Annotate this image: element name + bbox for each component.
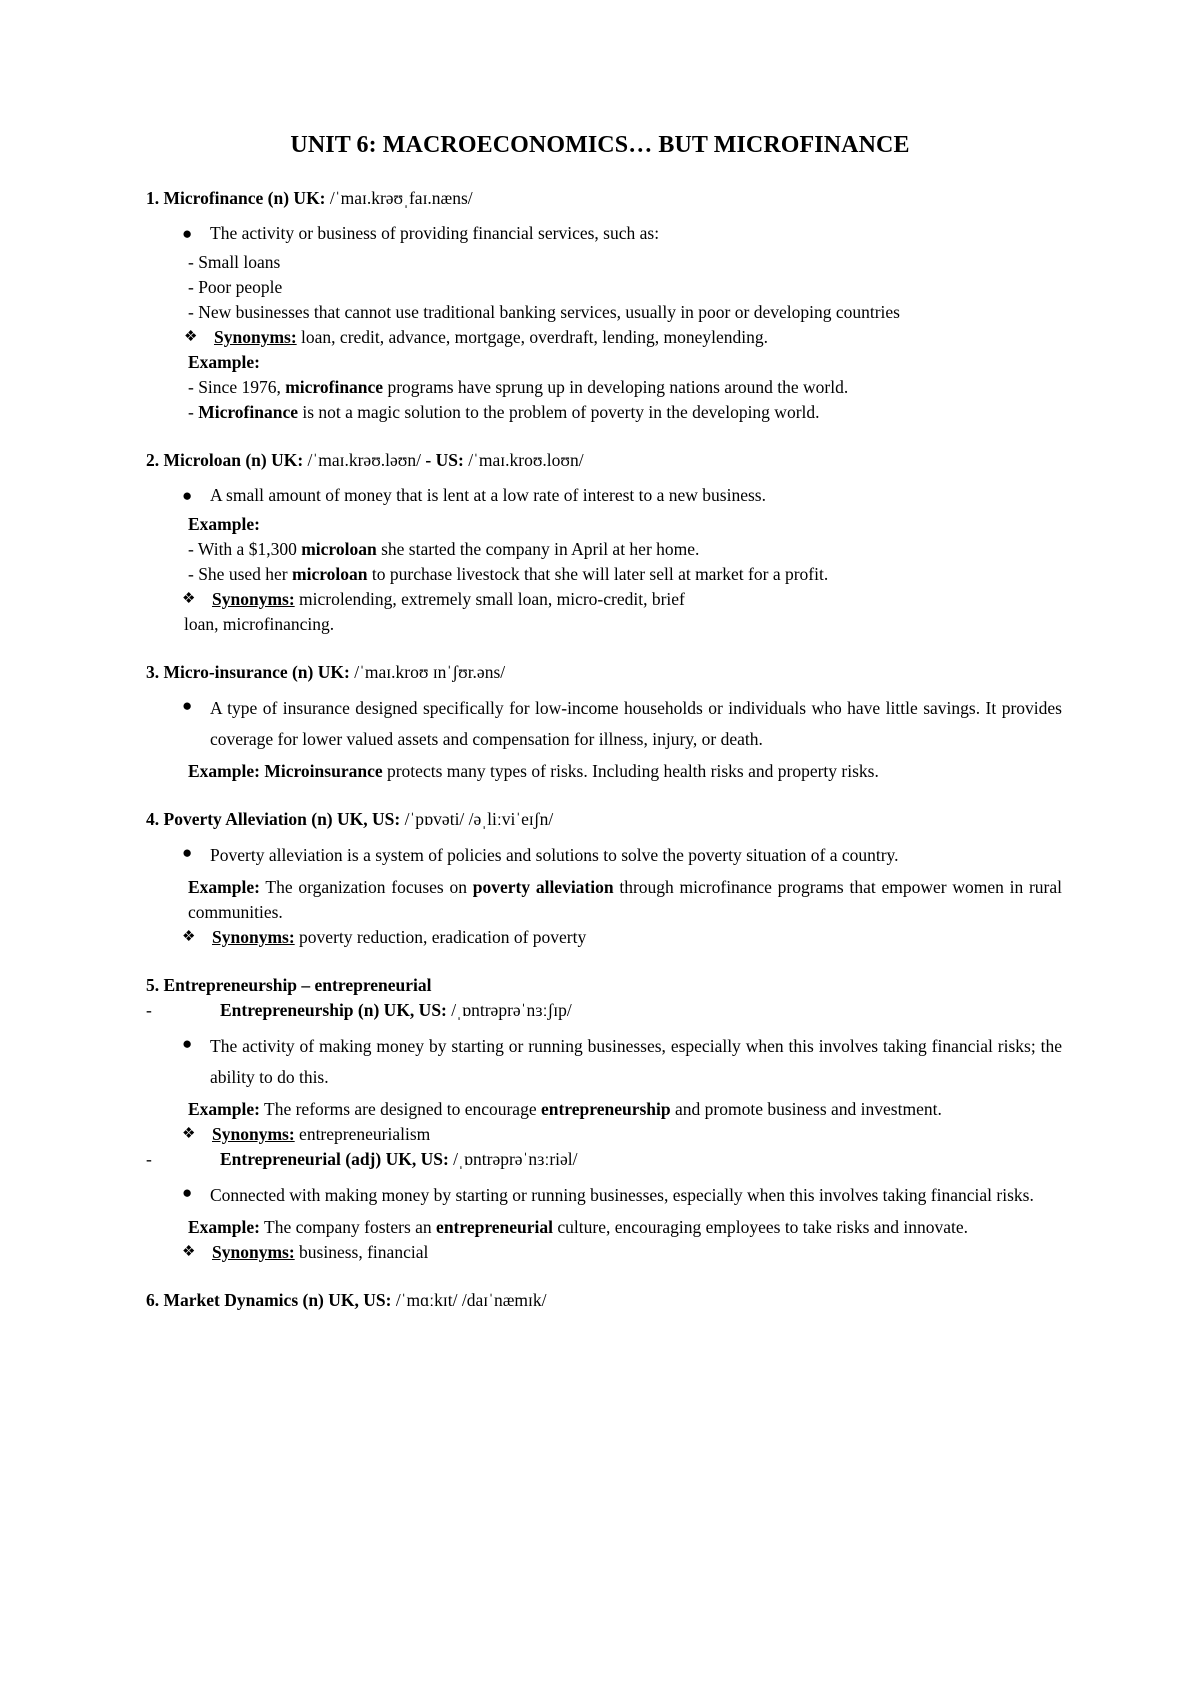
diamond-bullet-icon: ❖ (182, 591, 196, 607)
example-sentence: - Since 1976, microfinance programs have sprung up in developing nations around the world. (188, 377, 849, 397)
bullet-icon: ● (182, 486, 193, 505)
diamond-bullet-icon: ❖ (184, 329, 198, 345)
pronunciation: /ˈmaɪ.krəʊ.ləʊn/ (307, 450, 422, 470)
entry-heading: 3. Micro-insurance (n) UK: /ˈmaɪ.kroʊ ɪnˈʃʊr.əns/ (146, 662, 506, 682)
entry-market-dynamics (146, 1288, 1062, 1313)
bullet-icon: ● (182, 1034, 193, 1053)
entry-heading: 2. Microloan (n) UK: /ˈmaɪ.krəʊ.ləʊn/ - US: /ˈmaɪ.kroʊ.loʊn/ (146, 450, 584, 470)
example-sentence: - Microfinance is not a magic solution to the problem of poverty in the developing world. (188, 402, 820, 422)
entry-micro-insurance (146, 660, 1062, 784)
list-item: - Small loans (188, 252, 281, 272)
entry-microfinance (146, 186, 1062, 425)
definition: ● Connected with making money by starting or running businesses, especially when this involves taking financial risks. (146, 1180, 1062, 1211)
definition: ● The activity or business of providing financial services, such as: (146, 221, 1062, 246)
pronunciation: /ˈmaɪ.kroʊ ɪnˈʃʊr.əns/ (354, 662, 506, 682)
example-sentence: Example: The company fosters an entrepreneurial culture, encouraging employees to take risks and innovate. (188, 1217, 969, 1237)
synonyms: ❖ Synonyms: entrepreneurialism (146, 1122, 1062, 1147)
diamond-bullet-icon: ❖ (182, 1126, 196, 1142)
definition: ● The activity of making money by starting or running businesses, especially when this involves taking financial risks; the ability to do this. (146, 1031, 1062, 1093)
example-label: Example: (188, 352, 260, 372)
entry-entrepreneurship (146, 973, 1062, 1265)
entry-heading: 1. Microfinance (n) UK: /ˈmaɪ.krəʊˌfaɪ.næns/ (146, 188, 473, 208)
bullet-icon: ● (182, 696, 193, 715)
example-sentence: Example: The organization focuses on poverty alleviation through microfinance programs that empower women in rural communities. (188, 877, 1062, 922)
synonyms: ❖ Synonyms: business, financial (146, 1240, 1062, 1265)
pronunciation: /ˈpɒvəti/ /əˌliːviˈeɪʃn/ (404, 809, 554, 829)
sub-entry-heading: - Entrepreneurial (adj) UK, US: /ˌɒntrəprəˈnɜːriəl/ (146, 1149, 578, 1169)
bullet-icon: ● (182, 1183, 193, 1202)
example-sentence: - She used her microloan to purchase livestock that she will later sell at market for a profit. (188, 564, 829, 584)
entry-heading: 5. Entrepreneurship – entrepreneurial (146, 975, 432, 995)
sub-entry-heading: - Entrepreneurship (n) UK, US: /ˌɒntrəprəˈnɜːʃɪp/ (146, 1000, 572, 1020)
document-body (146, 186, 1062, 1336)
diamond-bullet-icon: ❖ (182, 1244, 196, 1260)
bullet-icon: ● (182, 843, 193, 862)
synonyms: ❖ Synonyms: loan, credit, advance, mortgage, overdraft, lending, moneylending. (146, 325, 1062, 350)
entry-poverty-alleviation (146, 807, 1062, 950)
example-sentence: - With a $1,300 microloan she started the company in April at her home. (188, 539, 700, 559)
definition: ● Poverty alleviation is a system of policies and solutions to solve the poverty situation of a country. (146, 840, 1062, 871)
pronunciation: /ˈmɑːkɪt/ /daɪˈnæmɪk/ (395, 1290, 547, 1310)
pronunciation: /ˌɒntrəprəˈnɜːʃɪp/ (451, 1000, 572, 1020)
diamond-bullet-icon: ❖ (182, 929, 196, 945)
definition: ● A type of insurance designed specifically for low-income households or individuals who have little savings. It provides coverage for lower valued assets and compensation for illness, injury, or death. (146, 693, 1062, 755)
definition: ● A small amount of money that is lent at a low rate of interest to a new business. (146, 483, 1062, 508)
bullet-icon: ● (182, 224, 193, 243)
list-item: - New businesses that cannot use traditional banking services, usually in poor or developing countries (188, 302, 900, 322)
example-sentence: Example: Microinsurance protects many types of risks. Including health risks and property risks. (188, 761, 879, 781)
synonyms: ❖ Synonyms: microlending, extremely small loan, micro-credit, brief (146, 587, 1062, 612)
entry-microloan (146, 448, 1062, 637)
pronunciation: /ˈmaɪ.krəʊˌfaɪ.næns/ (329, 188, 473, 208)
pronunciation-us: /ˈmaɪ.kroʊ.loʊn/ (468, 450, 584, 470)
entry-heading: 4. Poverty Alleviation (n) UK, US: /ˈpɒvəti/ /əˌliːviˈeɪʃn/ (146, 809, 554, 829)
entry-heading: 6. Market Dynamics (n) UK, US: /ˈmɑːkɪt/ /daɪˈnæmɪk/ (146, 1290, 547, 1310)
list-item: - Poor people (188, 277, 283, 297)
page-title: UNIT 6: MACROECONOMICS… BUT MICROFINANCE (290, 132, 910, 158)
pronunciation: /ˌɒntrəprəˈnɜːriəl/ (453, 1149, 578, 1169)
example-sentence: Example: The reforms are designed to encourage entrepreneurship and promote business and investment. (188, 1099, 942, 1119)
synonyms-continued: loan, microfinancing. (184, 614, 335, 634)
example-label: Example: (188, 514, 260, 534)
synonyms: ❖ Synonyms: poverty reduction, eradication of poverty (146, 925, 1062, 950)
